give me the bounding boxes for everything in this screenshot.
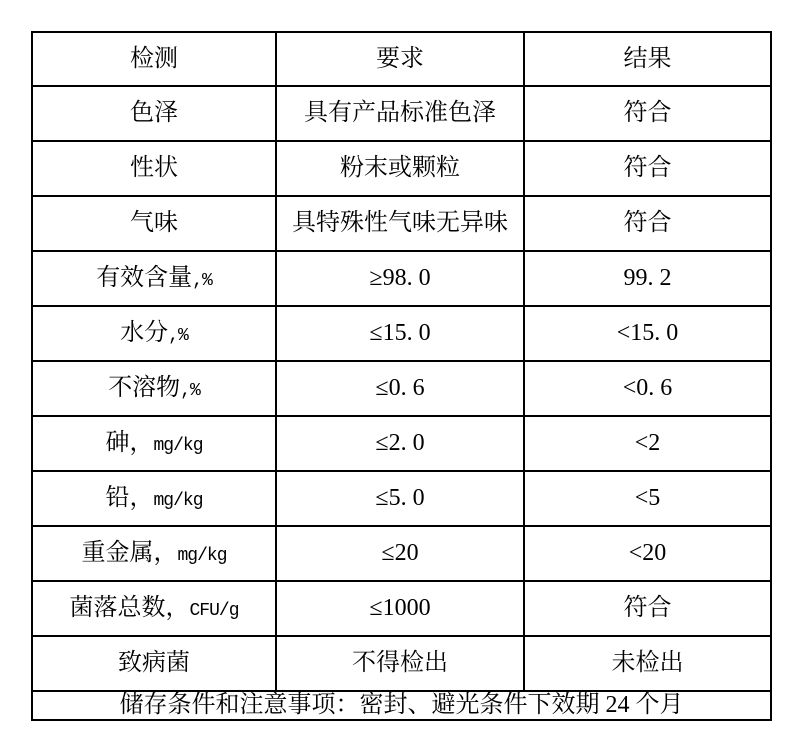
table-row — [32, 251, 771, 306]
test-unit: mg/kg — [153, 436, 203, 457]
requirement-cell: 具有产品标准色泽 — [276, 86, 524, 141]
requirement-cell: ≤2. 0 — [276, 416, 524, 471]
table-row — [32, 581, 771, 636]
table-row — [32, 361, 771, 416]
test-name: 性状 — [130, 155, 178, 182]
test-name: 菌落总数， — [69, 595, 190, 622]
requirement-cell: ≤15. 0 — [276, 306, 524, 361]
table-row — [32, 86, 771, 141]
test-unit: ,% — [192, 271, 212, 292]
requirement-cell: ≤1000 — [276, 581, 524, 636]
test-cell — [32, 251, 276, 306]
table-row — [32, 416, 771, 471]
test-cell — [32, 471, 276, 526]
result-cell: 未检出 — [524, 636, 771, 691]
footer-row — [32, 691, 771, 720]
result-cell: 99. 2 — [524, 251, 771, 306]
test-unit: ,% — [168, 326, 188, 347]
result-cell: <2 — [524, 416, 771, 471]
table-body — [32, 86, 771, 691]
test-unit: mg/kg — [153, 491, 203, 512]
requirement-cell: ≤20 — [276, 526, 524, 581]
result-cell: 符合 — [524, 581, 771, 636]
requirement-cell: 具特殊性气味无异味 — [276, 196, 524, 251]
requirement-cell: 粉末或颗粒 — [276, 141, 524, 196]
test-name: 有效含量 — [96, 265, 193, 292]
inspection-table — [31, 31, 772, 721]
test-name: 水分 — [120, 320, 169, 347]
result-cell: <20 — [524, 526, 771, 581]
result-cell: <5 — [524, 471, 771, 526]
test-name: 气味 — [130, 210, 178, 237]
table-row — [32, 196, 771, 251]
test-name: 不溶物 — [108, 375, 181, 402]
result-cell: 符合 — [524, 86, 771, 141]
test-cell — [32, 636, 276, 691]
test-cell — [32, 196, 276, 251]
test-cell — [32, 416, 276, 471]
table-row — [32, 306, 771, 361]
test-name: 色泽 — [130, 100, 178, 127]
test-name: 重金属， — [81, 540, 178, 567]
test-cell — [32, 141, 276, 196]
result-cell: 符合 — [524, 196, 771, 251]
table-row — [32, 141, 771, 196]
requirement-cell: 不得检出 — [276, 636, 524, 691]
header-row — [32, 32, 771, 86]
test-name: 砷， — [105, 430, 154, 457]
test-cell — [32, 526, 276, 581]
requirement-cell: ≤5. 0 — [276, 471, 524, 526]
test-name: 铅， — [105, 485, 154, 512]
storage-note: 储存条件和注意事项：密封、避光条件下效期 24 个月 — [32, 691, 771, 720]
result-cell: 符合 — [524, 141, 771, 196]
table-row — [32, 526, 771, 581]
result-cell: <0. 6 — [524, 361, 771, 416]
test-cell — [32, 361, 276, 416]
header-result: 结果 — [524, 32, 771, 86]
result-cell: <15. 0 — [524, 306, 771, 361]
table-row — [32, 471, 771, 526]
test-cell — [32, 581, 276, 636]
test-cell — [32, 306, 276, 361]
test-cell — [32, 86, 276, 141]
header-requirement: 要求 — [276, 32, 524, 86]
test-unit: CFU/g — [189, 601, 239, 622]
test-name: 致病菌 — [118, 650, 190, 677]
test-unit: ,% — [180, 381, 200, 402]
requirement-cell: ≤0. 6 — [276, 361, 524, 416]
header-test: 检测 — [32, 32, 276, 86]
requirement-cell: ≥98. 0 — [276, 251, 524, 306]
test-unit: mg/kg — [177, 546, 227, 567]
table-row — [32, 636, 771, 691]
